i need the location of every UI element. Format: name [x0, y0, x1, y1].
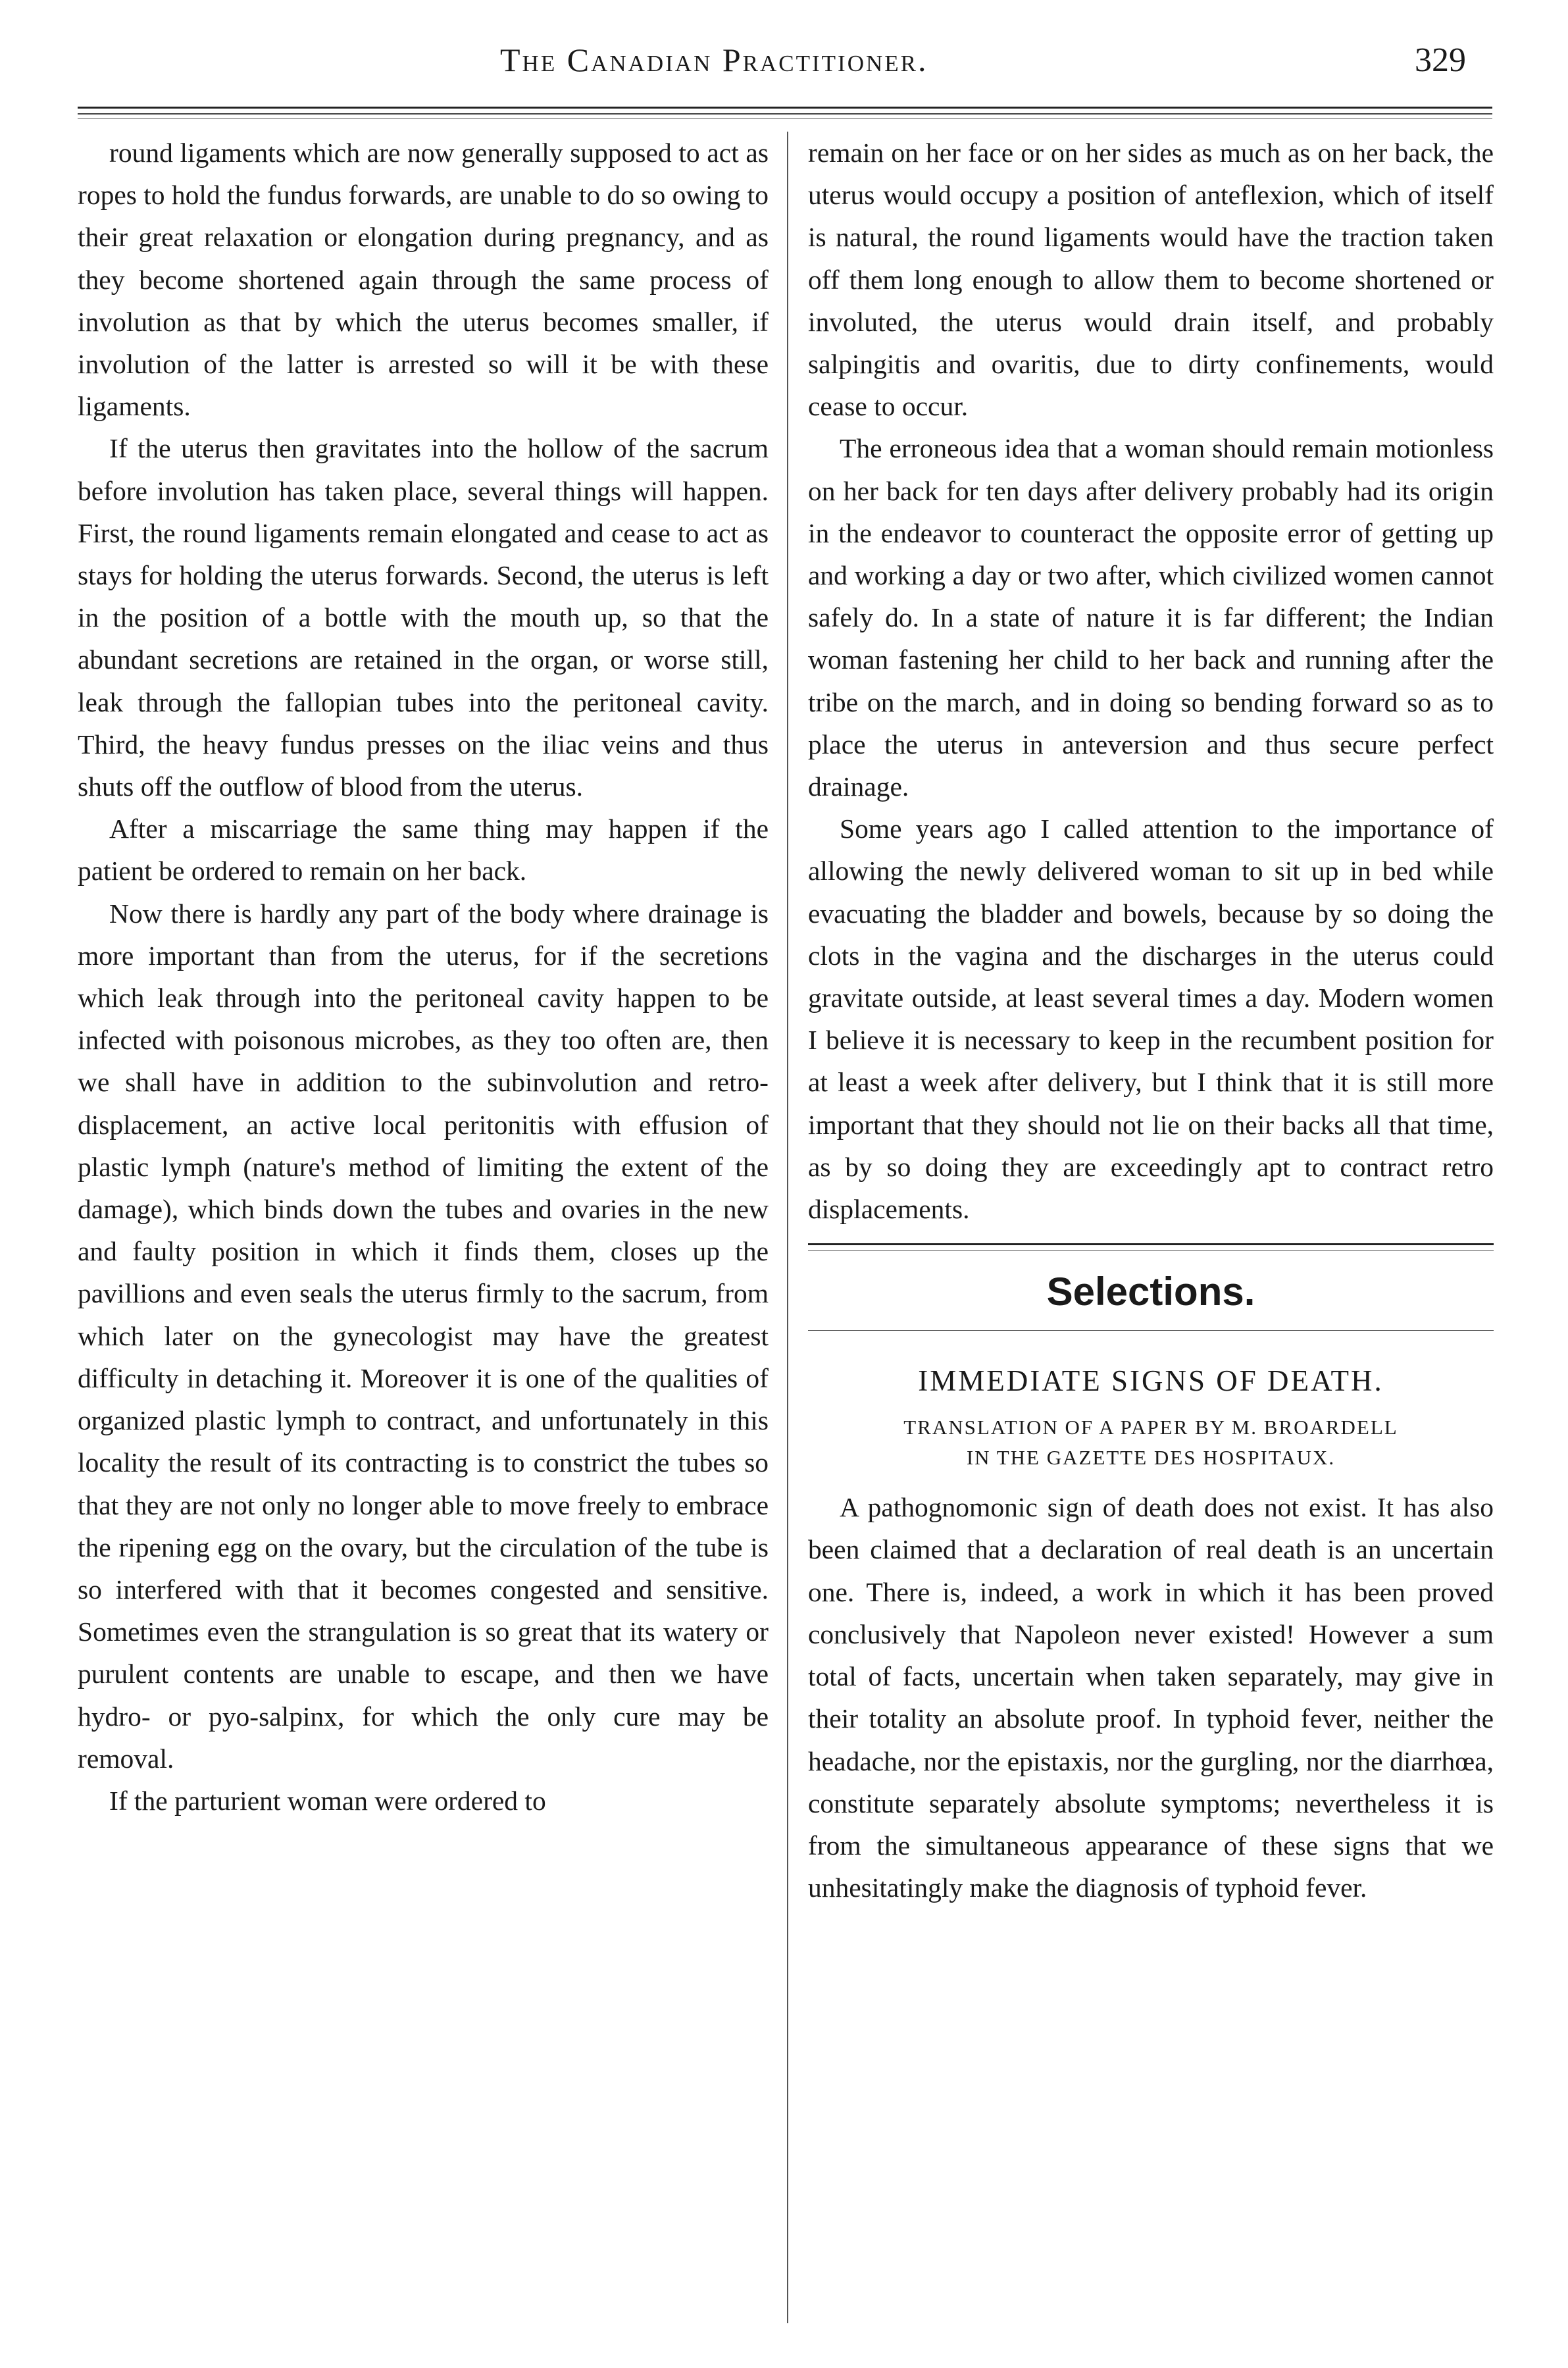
- article-subtitle-line: IN THE GAZETTE DES HOSPITAUX.: [966, 1446, 1336, 1470]
- body-paragraph: round ligaments which are now generally supposed to act as ropes to hold the fundus forwards, are unable to do so owing to their great relaxation or elongation during pregnancy, and as they become shortened again through the same process of involution as that by which the uterus becomes smaller, if involution of the latter is arrested so will it be with these ligaments.: [78, 138, 769, 422]
- column-divider: [787, 132, 788, 2323]
- body-paragraph: After a miscarriage the same thing may happen if the patient be ordered to remain on her back.: [78, 813, 769, 887]
- article-subtitle: [808, 1412, 1494, 1473]
- running-head: [0, 41, 1568, 93]
- running-title: The Canadian Practitioner.: [500, 41, 928, 78]
- header-rule: [78, 118, 1492, 119]
- body-paragraph: remain on her face or on her sides as much as on her back, the uterus would occupy a position of anteflexion, which of itself is natural, the round ligaments would have the traction taken off them long enough to allow them to become shortened or involuted, the uterus would drain itself, and probably salpingitis and ovaritis, due to dirty confinements, would cease to occur.: [808, 138, 1494, 422]
- body-paragraph: Some years ago I called attention to the importance of allowing the newly delivered woman to sit up in bed while evacuating the bladder and bowels, because by so doing the clots in the vagina and the discharges in the uterus could gravitate outside, at least several times a day. Modern women I believe it is necessary to keep in the recumbent position for at least a week after delivery, but I think that it is still more important that they should not lie on their backs all that time, as by so doing they are exceedingly apt to contract retro displacements.: [808, 813, 1494, 1225]
- page-number: 329: [1415, 41, 1466, 79]
- section-rule: [808, 1243, 1494, 1245]
- body-paragraph: If the parturient woman were ordered to: [109, 1785, 546, 1816]
- body-paragraph: The erroneous idea that a woman should remain motionless on her back for ten days after delivery probably had its origin in the endeavor to counteract the opposite error of getting up and working a day or two after, which civilized women cannot safely do. In a state of nature it is far different; the Indian woman fastening her child to her back and running after the tribe on the march, and in doing so bending forward so as to place the uterus in anteversion and thus secure perfect drainage.: [808, 433, 1494, 802]
- section-rule: [808, 1330, 1494, 1331]
- article-paragraph: A pathognomonic sign of death does not exist. It has also been claimed that a declaration of real death is an uncertain one. There is, indeed, a work in which it has been proved conclusively that Napoleon never existed! However a sum total of facts, uncertain when taken separately, may give in their totality an absolute proof. In typhoid fever, neither the headache, nor the epistaxis, nor the gurgling, nor the diarrhœa, constitute separately absolute symptoms; nevertheless it is from the simultaneous appearance of these signs that we unhesitatingly make the diagnosis of typhoid fever.: [808, 1492, 1494, 1903]
- article-subtitle-line: TRANSLATION OF A PAPER BY M. BROARDELL: [903, 1416, 1398, 1439]
- section-heading: Selections.: [1046, 1270, 1255, 1314]
- section-rule: [808, 1250, 1494, 1251]
- article-title: IMMEDIATE SIGNS OF DEATH.: [918, 1364, 1384, 1398]
- header-rule: [78, 107, 1492, 109]
- right-column: [808, 132, 1494, 1909]
- body-paragraph: If the uterus then gravitates into the hollow of the sacrum before involution has taken place, several things will happen. First, the round ligaments remain elongated and cease to act as stays for holding the uterus forwards. Second, the uterus is left in the position of a bottle with the mouth up, so that the abundant secretions are retained in the organ, or worse still, leak through the fallopian tubes into the peritoneal cavity. Third, the heavy fundus presses on the iliac veins and thus shuts off the outflow of blood from the uterus.: [78, 433, 769, 802]
- body-paragraph: Now there is hardly any part of the body where drainage is more important than from the uterus, for if the secretions which leak through into the peritoneal cavity happen to be infected with poisonous microbes, as they too often are, then we shall have in addition to the subinvolution and retro-displacement, an active local peritonitis with effusion of plastic lymph (nature's method of limiting the extent of the damage), which binds down the tubes and ovaries in the new and faulty position in which it finds them, closes up the pavillions and even seals the uterus firmly to the sacrum, from which later on the gynecologist may have the greatest difficulty in detaching it. Moreover it is one of the qualities of organized plastic lymph to contract, and unfortunately in this locality the result of its contracting is to constrict the tubes so that they are not only no longer able to move freely to embrace the ripening egg on the ovary, but the circulation of the tube is so interfered with that it becomes congested and sensitive. Sometimes even the strangulation is so great that its watery or purulent contents are unable to escape, and then we have hydro- or pyo-salpinx, for which the only cure may be removal.: [78, 898, 769, 1774]
- left-column: [78, 132, 769, 1822]
- header-rule: [78, 113, 1492, 115]
